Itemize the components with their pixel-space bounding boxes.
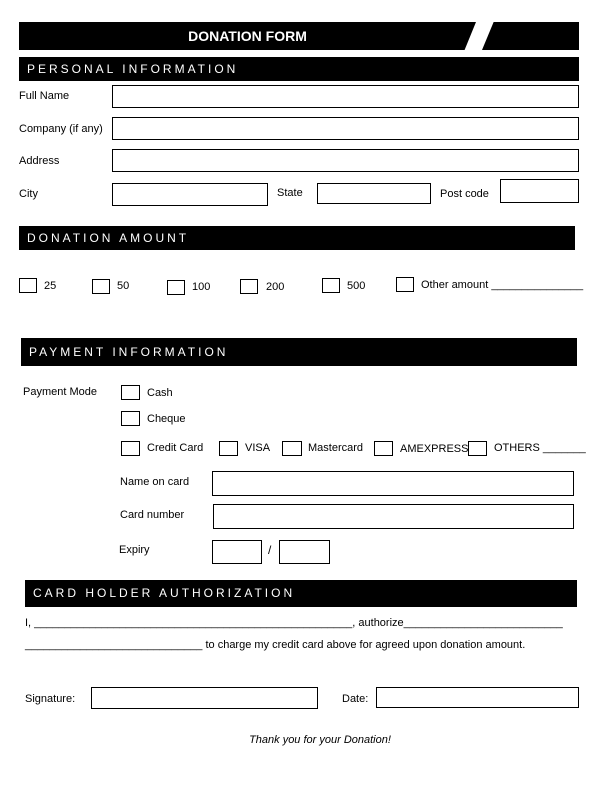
amount-other-checkbox[interactable]: [396, 277, 414, 292]
expiry-label: Expiry: [119, 544, 150, 556]
expiry-year-field[interactable]: [279, 540, 330, 564]
others-label: OTHERS _______: [494, 442, 586, 454]
cheque-label: Cheque: [147, 413, 186, 425]
card-number-label: Card number: [120, 509, 185, 521]
company-label: Company (if any): [19, 123, 103, 135]
cash-label: Cash: [147, 387, 173, 399]
amount-500-label: 500: [347, 280, 366, 292]
mastercard-checkbox[interactable]: [282, 441, 302, 456]
mastercard-label: Mastercard: [308, 442, 364, 454]
date-field[interactable]: [376, 687, 579, 708]
form-title-banner: [19, 22, 579, 50]
thank-you-note: Thank you for your Donation!: [249, 734, 391, 746]
cash-checkbox[interactable]: [121, 385, 140, 400]
city-field[interactable]: [112, 183, 268, 206]
amount-50-checkbox[interactable]: [92, 279, 110, 294]
date-label: Date:: [342, 693, 369, 705]
signature-field[interactable]: [91, 687, 318, 709]
amount-100-label: 100: [192, 281, 211, 293]
title-block-right: [482, 22, 579, 50]
form-title: DONATION FORM: [188, 28, 307, 44]
amount-25-checkbox[interactable]: [19, 278, 37, 293]
payment-mode-label: Payment Mode: [23, 386, 97, 398]
amount-200-label: 200: [266, 281, 285, 293]
signature-label: Signature:: [25, 693, 76, 705]
postcode-field[interactable]: [500, 179, 579, 203]
visa-label: VISA: [245, 442, 271, 454]
amount-other-label: Other amount _______________: [421, 279, 584, 291]
full-name-field[interactable]: [112, 85, 579, 108]
donation-amount-heading: DONATION AMOUNT: [19, 226, 575, 250]
name-on-card-field[interactable]: [212, 471, 574, 496]
amount-25-label: 25: [44, 280, 57, 292]
amount-50-label: 50: [117, 280, 130, 292]
state-label: State: [277, 187, 303, 199]
card-number-field[interactable]: [213, 504, 574, 529]
expiry-separator: /: [268, 543, 272, 557]
credit-card-label: Credit Card: [147, 442, 204, 454]
full-name-label: Full Name: [19, 90, 70, 102]
amex-label: AMEXPRESS: [400, 443, 469, 455]
city-label: City: [19, 188, 38, 200]
personal-info-heading: PERSONAL INFORMATION: [19, 57, 579, 81]
address-label: Address: [19, 155, 60, 167]
amount-200-checkbox[interactable]: [240, 279, 258, 294]
payment-info-heading: PAYMENT INFORMATION: [21, 338, 577, 366]
authorization-line-2: _____________________________ to charge my credit card above for agreed upon donation amount.: [25, 639, 526, 651]
address-field[interactable]: [112, 149, 579, 172]
company-field[interactable]: [112, 117, 579, 140]
amount-500-checkbox[interactable]: [322, 278, 340, 293]
authorization-heading: CARD HOLDER AUTHORIZATION: [25, 580, 577, 607]
postcode-label: Post code: [440, 188, 489, 200]
cheque-checkbox[interactable]: [121, 411, 140, 426]
state-field[interactable]: [317, 183, 431, 204]
name-on-card-label: Name on card: [120, 476, 190, 488]
amount-100-checkbox[interactable]: [167, 280, 185, 295]
amex-checkbox[interactable]: [374, 441, 393, 456]
authorization-line-1: I, ____________________________________________________, authorize__________________________: [25, 617, 563, 629]
credit-card-checkbox[interactable]: [121, 441, 140, 456]
expiry-month-field[interactable]: [212, 540, 262, 564]
visa-checkbox[interactable]: [219, 441, 238, 456]
others-checkbox[interactable]: [468, 441, 487, 456]
